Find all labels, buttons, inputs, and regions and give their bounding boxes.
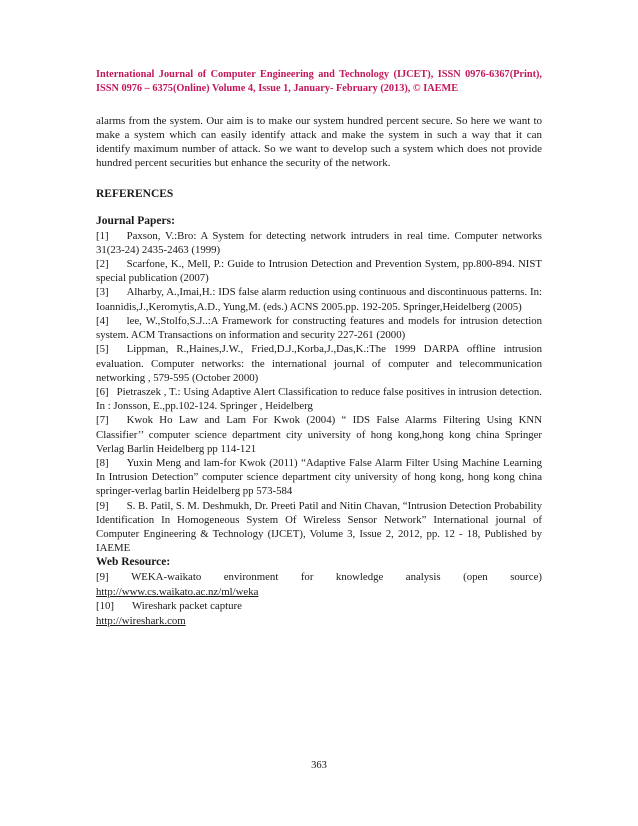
reference-number: [7] (96, 414, 109, 427)
reference-word: analysis (405, 570, 441, 583)
reference-text: lee, W.,Stolfo,S.J..:A Framework for constructing features and models for intrusion detection system. ACM Transactions on information and security 227-261 (2000) (96, 314, 542, 342)
reference-item (96, 385, 542, 413)
page-number: 363 (311, 760, 327, 771)
journal-papers-heading: Journal Papers: (96, 215, 175, 228)
wireshark-link[interactable]: http://wireshark.com (96, 615, 186, 628)
reference-item (96, 499, 542, 556)
weka-link[interactable]: http://www.cs.waikato.ac.nz/ml/weka (96, 585, 259, 598)
document-page (96, 68, 542, 628)
link-line (96, 613, 542, 628)
reference-item (96, 314, 542, 342)
references-heading: REFERENCES (96, 188, 174, 201)
link-line (96, 584, 542, 599)
reference-word: (open (463, 570, 488, 583)
reference-text: Paxson, V.:Bro: A System for detecting network intruders in real time. Computer networks 31(23-24) 2435-2463 (1999) (96, 229, 542, 256)
journal-reference-list (96, 229, 542, 556)
web-reference-list (96, 570, 542, 629)
reference-word: WEKA-waikato (131, 570, 202, 583)
web-reference-item (96, 570, 542, 584)
reference-number: [3] (96, 286, 109, 299)
intro-paragraph: alarms from the system. Our aim is to make our system hundred percent secure. So here we want to make a system which can easily identify attack and make the system in such a way that it can identify maximum number of attack. So we want to develop such a system which does not provide hundred percent securities but enhance the security of the network. (96, 115, 542, 170)
reference-number: [8] (96, 456, 109, 469)
reference-text: Kwok Ho Law and Lam For Kwok (2004) “ IDS False Alarms Filtering Using KNN Classifier’’ computer science department city university of hong kong,hong kong china Springer Verlag Barlin Heidelberg pp 114-121 (96, 414, 542, 455)
reference-text: Wireshark packet capture (132, 600, 242, 613)
web-resource-heading: Web Resource: (96, 556, 171, 569)
reference-number: [6] (96, 385, 109, 398)
reference-text: Yuxin Meng and lam-for Kwok (2011) “Adaptive False Alarm Filter Using Machine Learning In Intrusion Detection” computer science department city university of hong kong, hong kong china springer-verlag barlin Heidelberg pp 573-584 (96, 456, 542, 498)
reference-number: [2] (96, 258, 109, 271)
reference-text: Pietraszek , T.: Using Adaptive Alert Classification to reduce false positives in intrusion detection. In : Jonsson, E.,pp.102-124. Springer , Heidelberg (96, 385, 542, 413)
web-reference-item (96, 599, 542, 613)
reference-item (96, 342, 542, 385)
reference-text: Scarfone, K., Mell, P.: Guide to Intrusion Detection and Prevention System, pp.800-894. NIST special publication (2007) (96, 258, 542, 285)
reference-number: [1] (96, 229, 109, 242)
reference-item (96, 257, 542, 285)
reference-text: S. B. Patil, S. M. Deshmukh, Dr. Preeti Patil and Nitin Chavan, “Intrusion Detection Probability Identification In Homogeneous System Of Wireless Sensor Network” International journal of Computer Engineering & Technology (IJCET), Volume 3, Issue 2, 2012, pp. 12 - 18, Published by IAEME (96, 499, 542, 555)
reference-word: for (300, 570, 314, 583)
journal-header: International Journal of Computer Engineering and Technology (IJCET), ISSN 0976-6367(Print), ISSN 0976 – 6375(Online) Volume 4, Issue 1, January- February (2013), © IAEME (96, 69, 542, 94)
reference-word: knowledge (335, 570, 384, 583)
reference-text: Lippman, R.,Haines,J.W., Fried,D.J.,Korba,J.,Das,K.:The 1999 DARPA offline intrusion evaluation. Computer networks: the international journal of computer and telecommunication networking , 579-595 (October 2000) (96, 343, 542, 384)
reference-word: environment (223, 570, 279, 583)
reference-item (96, 285, 542, 313)
reference-text: Alharby, A.,Imai,H.: IDS false alarm reduction using continuous and discontinuous patterns. In: Ioannidis,J.,Keromytis,A.D., Yung,M. (eds.) ACNS 2005.pp. 192-205. Springer,Heidelberg (2005) (96, 286, 542, 313)
reference-number: [10] (96, 600, 114, 613)
reference-item (96, 229, 542, 257)
reference-item (96, 413, 542, 456)
reference-number: [9] (96, 499, 109, 512)
reference-number: [9] (96, 570, 109, 583)
reference-word: source) (510, 570, 542, 583)
reference-number: [5] (96, 343, 109, 356)
reference-item (96, 456, 542, 499)
reference-number: [4] (96, 314, 109, 327)
